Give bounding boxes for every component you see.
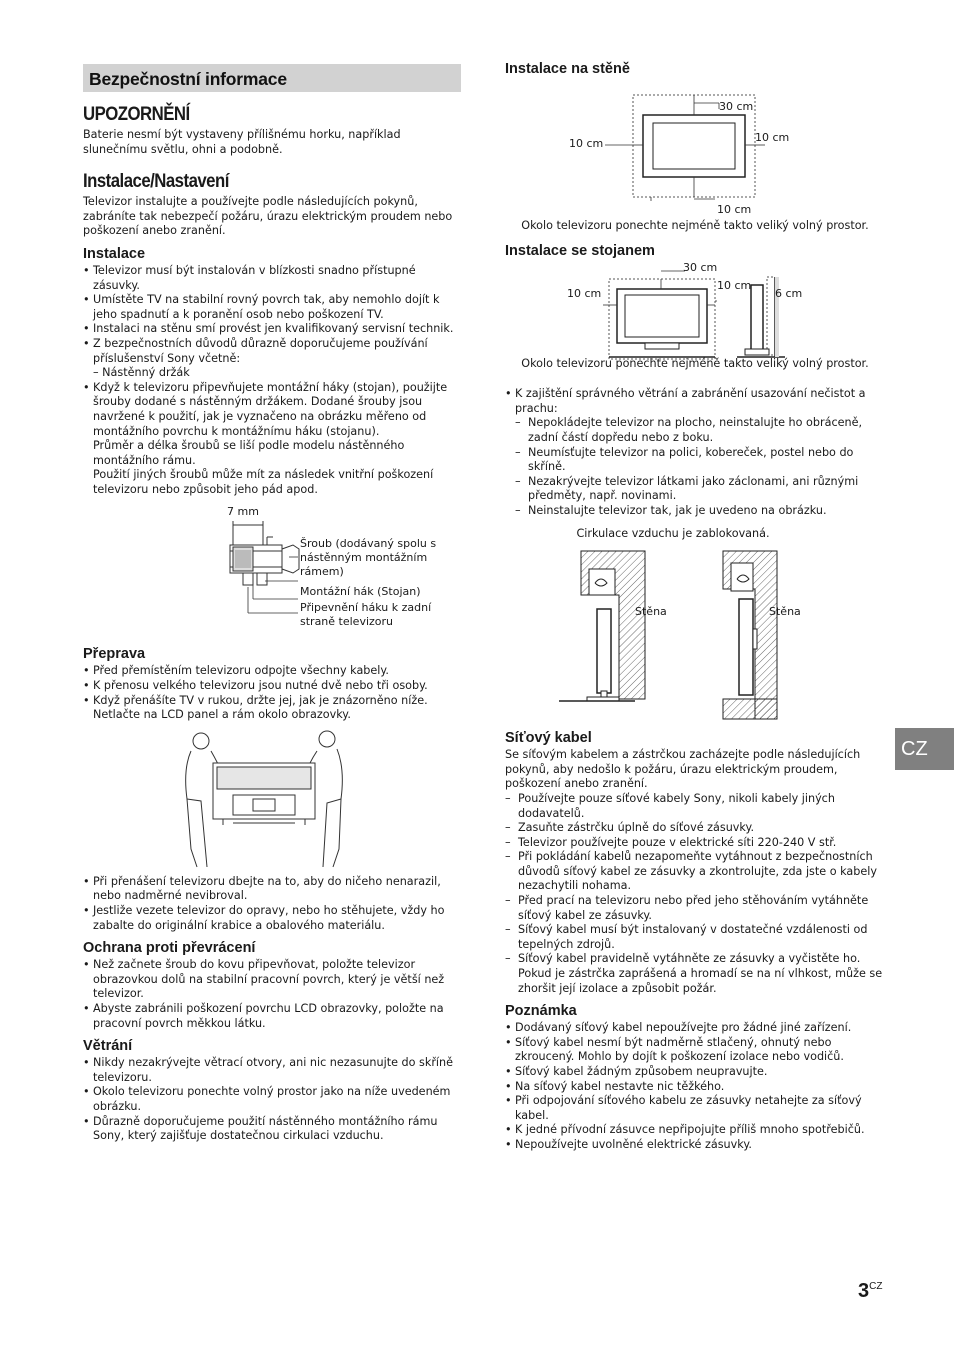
list-item: • Abyste zabránili poškození povrchu LCD obrazovky, položte na pracovní povrch měkkou látku. (83, 1002, 461, 1031)
wall-dim-right: 10 cm (755, 131, 790, 144)
wall-clearance-figure (505, 79, 885, 216)
setup-title: Instalace/Nastavení (83, 170, 229, 193)
tip-over-title: Ochrana proti převrácení (83, 940, 256, 957)
list-item: – Zasuňte zástrčku úplně do síťové zásuvky. (505, 821, 885, 836)
stand-dim-side: 6 cm (775, 286, 803, 300)
note-list (505, 1021, 885, 1152)
list-item: – Nezakrývejte televizor látkami jako záclonami, ani různými předměty, např. novinami. (515, 475, 885, 504)
setup-intro: Televizor instalujte a používejte podle následujících pokynů, zabráníte tak nebezpečí požáru, úrazu elektrickým proudem nebo poškození anebo zranění. (83, 195, 453, 238)
page-number (858, 1280, 883, 1302)
list-item: – Neinstalujte televizor tak, jak je uvedeno na obrázku. (515, 504, 885, 519)
hook-label: Montážní hák (Stojan) (300, 585, 421, 599)
list-item: • Síťový kabel žádným způsobem neupravujte. (505, 1065, 885, 1080)
warning-text: Baterie nesmí být vystaveny přílišnému horku, například slunečnímu světlu, ohni a podobně. (83, 128, 401, 156)
list-item: • K jedné přívodní zásuvce nepřipojujte příliš mnoho spotřebičů. (505, 1123, 885, 1138)
list-item (505, 387, 885, 518)
power-cord-intro: Se síťovým kabelem a zástrčkou zacházejte podle následujících pokynů, aby nedošlo k požáru, úrazu elektrickým proudem, poškození anebo zranění. (505, 748, 861, 791)
wall-dim-bottom: 10 cm (717, 203, 752, 216)
stand-install-title: Instalace se stojanem (505, 242, 655, 259)
list-item: • Instalaci na stěnu smí provést jen kvalifikovaný servisní technik. (83, 322, 461, 337)
hook-item-text: Když k televizoru připevňujete montážní háky (stojan), použijte šrouby dodané s nástěnným držákem. Dodané šrouby jsou navržené k použití, jak je vyznačeno na obrázku měřeno od montážního povrchu k montážnímu háku (stojanu). (93, 380, 448, 438)
list-item: • Důrazně doporučujeme použití nástěnného montážního rámu Sony, který zajišťuje dostatečnou cirkulaci vzduchu. (83, 1115, 461, 1144)
attach-label: Připevnění háku k zadní straně televizoru (300, 601, 432, 629)
stand-dim-right: 10 cm (717, 278, 752, 292)
list-item: • Okolo televizoru ponechte volný prostor jako na níže uvedeném obrázku. (83, 1085, 461, 1114)
warning-title: UPOZORNĚNÍ (83, 103, 190, 125)
list-item: – Používejte pouze síťové kabely Sony, nikoli kabely jiných dodavatelů. (505, 792, 885, 821)
hook-item-p3: Použití jiných šroubů může mít za následek vnitřní poškození televizoru nebo způsobit jeho pád apod. (93, 468, 434, 496)
ventilation-title: Větrání (83, 1038, 133, 1055)
stand-dim-top: 30 cm (683, 260, 718, 274)
bracket-item-text: Nástěnný držák (102, 366, 190, 380)
screw-figure (83, 501, 461, 641)
list-item: • Umístěte TV na stabilní rovný povrch tak, aby nemohlo dojít k jeho spadnutí a k poranění osob nebo poškození TV. (83, 293, 461, 322)
list-item-text: Z bezpečnostních důvodů důrazně doporučujeme používání příslušenství Sony včetně: (93, 336, 428, 365)
left-column (83, 64, 461, 1144)
list-item: • Nikdy nezakrývejte větrací otvory, ani nic nezasunujte do skříně televizoru. (83, 1056, 461, 1085)
list-item: – Nepokládejte televizor na plocho, neinstalujte ho obráceně, zadní částí dopředu nebo z boku. (515, 416, 885, 445)
airflow-caption: Cirkulace vzduchu je zablokovaná. (576, 526, 770, 540)
wall-label-left: Stěna (635, 605, 667, 619)
list-item: • Jestliže vezete televizor do opravy, nebo ho stěhujete, vždy ho zabalte do originální krabice a obalového materiálu. (83, 904, 461, 933)
stand-dim-left: 10 cm (567, 286, 602, 300)
list-item: – Síťový kabel pravidelně vytáhněte ze zásuvky a vyčistěte ho. Pokud je zástrčka zaprášená a hromadí se na ní vlhkost, může se zhoršit její izolace a způsobit požár. (505, 952, 885, 996)
list-item: • Dodávaný síťový kabel nepoužívejte pro žádné jiné zařízení. (505, 1021, 885, 1036)
list-item: • Před přemístěním televizoru odpojte všechny kabely. (83, 664, 461, 679)
language-tab: CZ (895, 728, 954, 770)
tip-over-list (83, 958, 461, 1031)
list-item: • Nepoužívejte uvolněné elektrické zásuvky. (505, 1138, 885, 1153)
list-item: – Síťový kabel musí být instalovaný v dostatečné vzdálenosti od tepelných zdrojů. (505, 923, 885, 952)
list-item: • Když přenášíte TV v rukou, držte jej, jak je znázorněno níže. Netlačte na LCD panel a rám okolo obrazovky. (83, 694, 461, 723)
ventilation-list (83, 1056, 461, 1144)
stand-clearance-figure (505, 261, 885, 361)
wall-caption: Okolo televizoru ponechte nejméně takto veliký volný prostor. (521, 219, 869, 232)
airflow-list (505, 387, 885, 518)
screw-dimension-label: 7 mm (227, 505, 259, 519)
screw-label: Šroub (dodávaný spolu s nástěnným montážním rámem) (300, 537, 437, 579)
airflow-sub-list (515, 416, 885, 518)
list-item: • Na síťový kabel nestavte nic těžkého. (505, 1080, 885, 1095)
wall-clearance-diagram (505, 79, 885, 201)
right-column (505, 60, 885, 1153)
wall-dim-left: 10 cm (569, 137, 604, 150)
list-item: • Než začnete šroub do kovu připevňovat, položte televizor obrazovkou dolů na stabilní pracovní povrch, který je větší než televizor. (83, 958, 461, 1002)
carrying-figure (83, 729, 461, 871)
stand-clearance-diagram (505, 261, 885, 361)
note-title: Poznámka (505, 1003, 577, 1020)
list-item: • K přenosu velkého televizoru jsou nutné dvě nebo tři osoby. (83, 679, 461, 694)
page-number-value: 3 (858, 1280, 870, 1302)
transport-title: Přeprava (83, 646, 146, 663)
list-item (83, 337, 461, 381)
list-item: – Televizor používejte pouze v elektrické síti 220-240 V stř. (505, 836, 885, 851)
power-cord-title: Síťový kabel (505, 730, 592, 747)
list-item: • Při odpojování síťového kabelu ze zásuvky netahejte za síťový kabel. (505, 1094, 885, 1123)
power-cord-list (505, 792, 885, 996)
list-item: – Před prací na televizoru nebo před jeho stěhováním vytáhněte síťový kabel ze zásuvky. (505, 894, 885, 923)
stand-caption: Okolo televizoru ponechte nejméně takto veliký volný prostor. (521, 356, 869, 370)
list-item: – Neumísťujte televizor na polici, kobereček, postel nebo do skříně. (515, 446, 885, 475)
hook-item-p2: Průměr a délka šroubů se liší podle modelu nástěnného montážního rámu. (93, 439, 405, 467)
installation-title: Instalace (83, 245, 146, 262)
list-item: • Televizor musí být instalován v blízkosti snadno přístupné zásuvky. (83, 264, 461, 293)
installation-list (83, 264, 461, 498)
list-item: • Síťový kabel nesmí být nadměrně stlačený, ohnutý nebo zkroucený. Mohlo by dojít k poškození izolace nebo vodičů. (505, 1036, 885, 1065)
list-item: – Při pokládání kabelů nezapomeňte vytáhnout z bezpečnostních důvodů síťový kabel ze zásuvky a zkontrolujte, zda jste o kabely nezachytili nohama. (505, 850, 885, 894)
wall-dim-top: 30 cm (719, 100, 754, 113)
carrying-diagram (83, 729, 461, 871)
page-number-suffix: CZ (869, 1281, 883, 1292)
transport-list (83, 664, 461, 722)
section-title: Bezpečnostní informace (83, 64, 461, 92)
list-item: • Při přenášení televizoru dbejte na to, aby do ničeho nenarazil, nebo nadměrné nevibroval. (83, 875, 461, 904)
airflow-intro: K zajištění správného větrání a zabránění usazování nečistot a prachu: (515, 387, 866, 415)
list-item (83, 381, 461, 498)
sub-dash-item: – Nástěnný držák (93, 366, 190, 380)
blocked-airflow-diagram (505, 549, 885, 721)
wall-install-title: Instalace na stěně (505, 61, 630, 77)
transport-list-after (83, 875, 461, 933)
blocked-airflow-figure (505, 549, 885, 721)
wall-label-right: Stěna (769, 605, 801, 619)
